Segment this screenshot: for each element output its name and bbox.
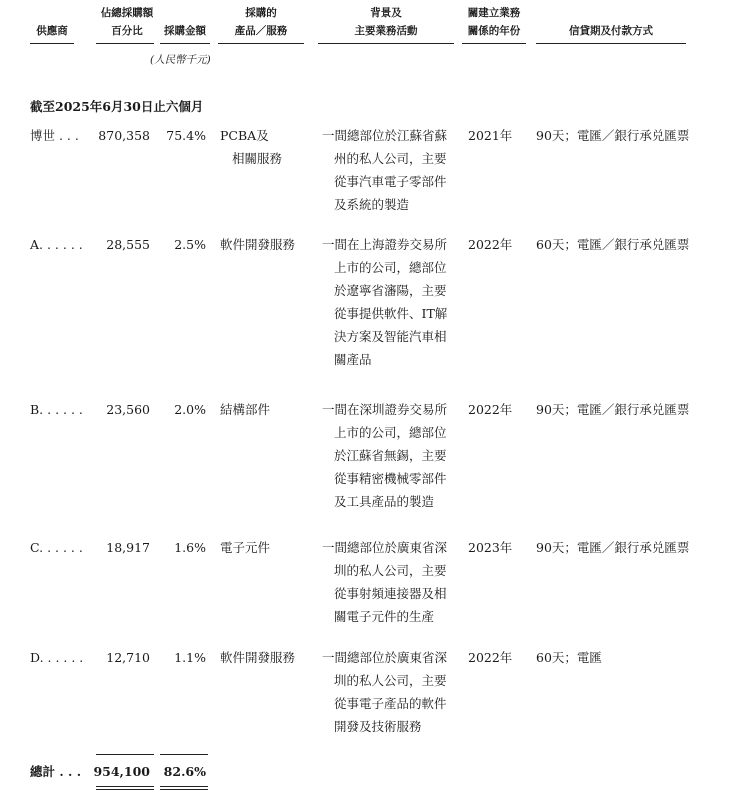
header-rule-product (218, 43, 304, 44)
product-service: 軟件開發服務 (220, 650, 296, 665)
purchase-amount: 23,560 (106, 402, 150, 417)
relationship-year: 2022年 (468, 237, 513, 252)
business-background: 一間總部位於江蘇省蘇 州的私人公司，主要 從事汽車電子零部件 及系統的製造 (322, 128, 448, 212)
purchase-percentage: 2.5% (174, 237, 206, 252)
supplier-name: 博世 . . . (30, 128, 79, 143)
period-label: 截至2025年6月30日止六個月 (30, 99, 204, 114)
unit-note: (人民幣千元) (150, 54, 211, 66)
header-rule-credit (536, 43, 686, 44)
relationship-year: 2022年 (468, 650, 513, 665)
header-product: 採購的 產品／服務 (234, 7, 288, 37)
supplier-name: D. . . . . . (30, 650, 84, 665)
header-supplier: 供應商 (36, 25, 68, 37)
credit-terms: 90天；電匯／銀行承兑匯票 (536, 128, 690, 143)
purchase-amount: 18,917 (106, 540, 150, 555)
credit-terms: 90天；電匯／銀行承兑匯票 (536, 540, 690, 555)
purchase-percentage: 1.6% (174, 540, 206, 555)
total-percentage: 82.6% (163, 764, 206, 779)
relationship-year: 2022年 (468, 402, 513, 417)
business-background: 一間總部位於廣東省深 圳的私人公司，主要 從事射頻連接器及相 關電子元件的生產 (322, 540, 448, 624)
header-amount: 佔總採購額 百分比 (100, 7, 154, 37)
purchase-percentage: 2.0% (174, 402, 206, 417)
header-credit: 信貸期及付款方式 (569, 25, 653, 37)
business-background: 一間總部位於廣東省深 圳的私人公司，主要 從事電子產品的軟件 開發及技術服務 (322, 650, 448, 734)
product-service: 電子元件 (220, 540, 271, 555)
product-service: PCBA及 相關服務 (220, 128, 283, 166)
header-year: 關建立業務 關係的年份 (467, 7, 521, 37)
header-rule-pct (160, 43, 210, 44)
total-rule-amount-top (96, 754, 154, 755)
header-background: 背景及 主要業務活動 (354, 7, 418, 37)
product-service: 軟件開發服務 (220, 237, 296, 252)
total-rule-pct-top (160, 754, 208, 755)
purchase-percentage: 75.4% (166, 128, 206, 143)
header-rule-supplier (30, 43, 74, 44)
business-background: 一間在深圳證券交易所 上市的公司，總部位 於江蘇省無錫，主要 從事精密機械零部件 及工具產品的製造 (322, 402, 448, 509)
total-label: 總計 . . . (30, 764, 82, 779)
supplier-name: B. . . . . . (30, 402, 83, 417)
header-rule-amount (96, 43, 154, 44)
product-service: 結構部件 (220, 402, 271, 417)
total-double-rule-pct (160, 786, 208, 790)
header-pct: 採購金額 (164, 25, 206, 37)
purchase-amount: 12,710 (106, 650, 150, 665)
purchase-amount: 28,555 (106, 237, 150, 252)
supplier-name: C. . . . . . (30, 540, 83, 555)
credit-terms: 60天；電匯／銀行承兑匯票 (536, 237, 690, 252)
relationship-year: 2021年 (468, 128, 513, 143)
purchase-percentage: 1.1% (174, 650, 206, 665)
supplier-name: A. . . . . . (30, 237, 83, 252)
header-rule-year (462, 43, 526, 44)
credit-terms: 90天；電匯／銀行承兑匯票 (536, 402, 690, 417)
purchase-amount: 870,358 (98, 128, 150, 143)
relationship-year: 2023年 (468, 540, 513, 555)
credit-terms: 60天；電匯 (536, 650, 602, 665)
header-rule-background (318, 43, 454, 44)
total-amount: 954,100 (93, 764, 150, 779)
total-double-rule-amount (96, 786, 154, 790)
business-background: 一間在上海證券交易所 上市的公司，總部位 於遼寧省瀋陽，主要 從事提供軟件、IT解 決方案及智能汽車相 關產品 (322, 237, 448, 367)
